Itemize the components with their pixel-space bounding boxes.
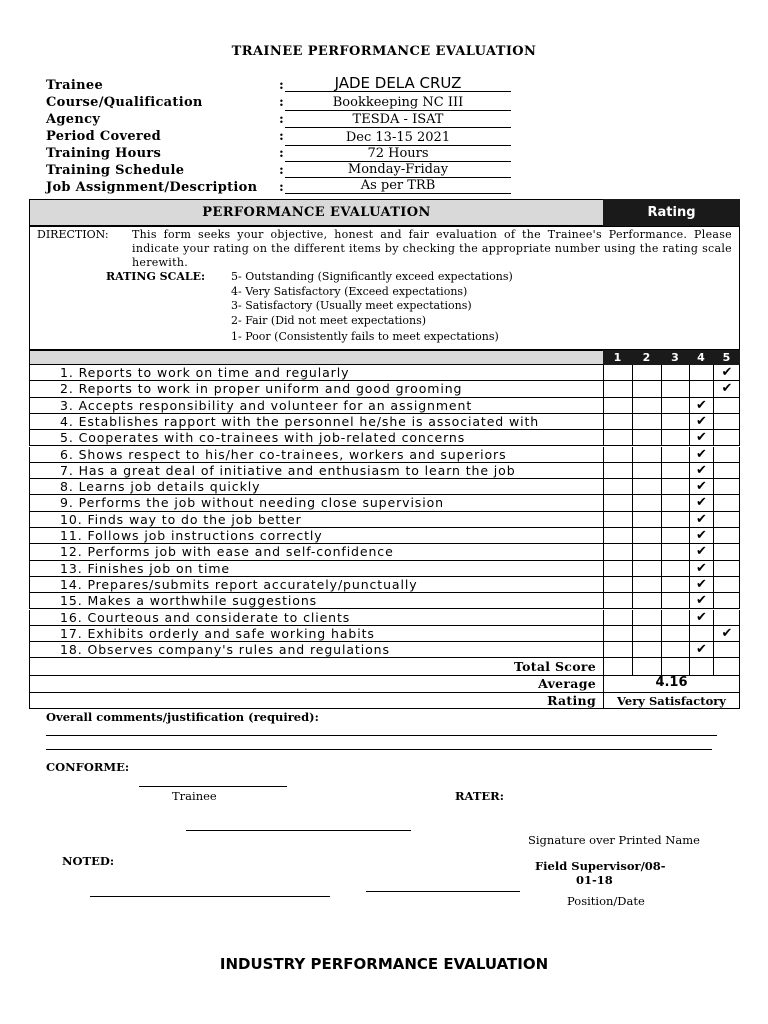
info-label-course: Course/Qualification [46,95,203,110]
info-colon: : [279,180,284,195]
evaluation-item-text: 2. Reports to work in proper uniform and good grooming [60,381,463,397]
evaluation-item-text: 4. Establishes rapport with the personnel he/she is associated with [60,413,540,429]
rating-cell-1[interactable] [603,398,632,413]
evaluation-item-text: 3. Accepts responsibility and volunteer for an assignment [60,397,473,413]
check-mark-icon: ✔ [696,413,707,429]
evaluation-item-row [29,528,740,544]
rating-cell-4[interactable] [689,626,713,641]
total-score-label: Total Score [514,659,596,674]
evaluation-item-row [29,544,740,560]
info-value-job: As per TRB [285,178,511,194]
rating-cell-3[interactable] [661,577,689,592]
position-line [366,891,520,892]
average-value: 4.16 [655,675,688,690]
evaluation-item-text: 9. Performs the job without needing close supervision [60,495,444,511]
rating-cell-5[interactable] [713,463,740,478]
rating-column-2: 2 [632,350,661,365]
evaluation-item-text: 10. Finds way to do the job better [60,511,302,527]
rating-cell-5[interactable] [713,626,740,641]
evaluation-item-text: 1. Reports to work on time and regularly [60,365,350,380]
check-mark-icon: ✔ [696,528,707,543]
rating-cell-4[interactable] [689,610,713,625]
evaluation-item-text: 17. Exhibits orderly and safe working habits [60,625,375,641]
rating-cell-2[interactable] [632,512,661,527]
check-mark-icon: ✔ [696,642,707,658]
rating-cell-1[interactable] [603,365,632,380]
rating-cell-5[interactable] [713,642,740,657]
rating-cell-3[interactable] [661,495,689,510]
rater-signature-line [186,830,411,831]
rating-cell-1[interactable] [603,495,632,510]
info-colon: : [279,146,284,161]
check-mark-icon: ✔ [721,625,733,641]
info-label-period: Period Covered [46,129,162,144]
direction-box [29,226,740,350]
rating-cell-5[interactable] [713,577,740,592]
rating-cell-4[interactable] [689,561,713,576]
rating-cell-5[interactable] [713,381,740,396]
rating-cell-4[interactable] [689,495,713,510]
signature-over-printed-name: Signature over Printed Name [528,833,700,847]
evaluation-item-row [29,414,740,430]
evaluation-item-row [29,610,740,626]
field-supervisor-date: 01-18 [576,873,613,887]
rating-cell-2[interactable] [632,479,661,494]
evaluation-item-text: 7. Has a great deal of initiative and enthusiasm to learn the job [60,462,516,478]
rating-cell-4[interactable] [689,577,713,592]
check-mark-icon: ✔ [696,560,707,576]
check-mark-icon: ✔ [696,479,707,495]
rating-cell-5[interactable] [713,561,740,576]
rating-cell-3[interactable] [661,593,689,608]
evaluation-item-row [29,593,740,609]
check-mark-icon: ✔ [696,495,707,511]
rating-column-5: 5 [713,350,740,365]
evaluation-item-row [29,365,740,381]
rating-column-1: 1 [603,350,632,365]
summary-divider [661,658,662,675]
rating-cell-3[interactable] [661,447,689,462]
rating-cell-5[interactable] [713,414,740,429]
rating-cell-1[interactable] [603,577,632,592]
rating-cell-5[interactable] [713,544,740,559]
info-colon: : [279,95,284,110]
rating-cell-3[interactable] [661,398,689,413]
rating-cell-4[interactable] [689,544,713,559]
rating-cell-3[interactable] [661,642,689,657]
check-mark-icon: ✔ [696,544,707,560]
rating-cell-4[interactable] [689,593,713,608]
rating-cell-5[interactable] [713,447,740,462]
rating-cell-5[interactable] [713,593,740,608]
rating-cell-1[interactable] [603,447,632,462]
rating-cell-5[interactable] [713,398,740,413]
rating-cell-2[interactable] [632,463,661,478]
check-mark-icon: ✔ [696,462,707,478]
evaluation-item-row [29,381,740,397]
info-value-schedule: Monday-Friday [285,162,511,178]
rating-cell-1[interactable] [603,561,632,576]
rating-cell-2[interactable] [632,414,661,429]
evaluation-item-row [29,577,740,593]
form-title: TRAINEE PERFORMANCE EVALUATION [231,44,537,59]
rating-cell-4[interactable] [689,642,713,657]
info-value-agency: TESDA - ISAT [285,112,511,128]
evaluation-item-text: 18. Observes company's rules and regulations [60,642,390,658]
rating-cell-4[interactable] [689,463,713,478]
rating-cell-2[interactable] [632,495,661,510]
info-value-period: Dec 13-15 2021 [285,130,511,146]
evaluation-item-text: 12. Performs job with ease and self-confidence [60,544,394,560]
comment-line [46,735,717,736]
info-value-hours: 72 Hours [285,146,511,162]
rating-cell-5[interactable] [713,528,740,543]
rating-header: Rating [603,199,740,226]
evaluation-item-row [29,561,740,577]
rating-cell-3[interactable] [661,463,689,478]
rating-cell-3[interactable] [661,626,689,641]
info-label-job: Job Assignment/Description [46,180,258,195]
rating-cell-2[interactable] [632,577,661,592]
check-mark-icon: ✔ [696,397,707,413]
rating-cell-2[interactable] [632,561,661,576]
summary-divider [603,658,604,675]
rating-cell-4[interactable] [689,381,713,396]
rating-cell-3[interactable] [661,544,689,559]
direction-text: This form seeks your objective, honest and fair evaluation of the Trainee's Performance. Please indicate your rating on the different items by checking the appropriate number using the rating scale herewith. [132,228,732,269]
evaluation-item-row [29,626,740,642]
rating-cell-2[interactable] [632,447,661,462]
field-supervisor-label: Field Supervisor/08- [535,859,666,873]
position-date-label: Position/Date [567,894,645,908]
rater-label: RATER: [455,789,504,803]
conforme-label: CONFORME: [46,760,130,774]
summary-divider [632,658,633,675]
check-mark-icon: ✔ [696,593,707,609]
evaluation-item-row [29,479,740,495]
rating-cell-1[interactable] [603,430,632,445]
rating-scale-item: 5- Outstanding (Significantly exceed expectations) [231,270,513,283]
check-mark-icon: ✔ [696,446,707,462]
rating-scale-item: 3- Satisfactory (Usually meet expectations) [231,299,472,312]
rating-cell-5[interactable] [713,610,740,625]
summary-divider [689,658,690,675]
info-value-course: Bookkeeping NC III [285,95,511,111]
rating-cell-1[interactable] [603,381,632,396]
evaluation-item-text: 16. Courteous and considerate to clients [60,609,351,625]
rating-column-4: 4 [689,350,713,365]
rating-scale-label: RATING SCALE: [106,270,206,283]
rating-cell-3[interactable] [661,430,689,445]
evaluation-item-row [29,642,740,658]
rating-cell-1[interactable] [603,544,632,559]
rating-cell-5[interactable] [713,430,740,445]
info-colon: : [279,78,284,93]
info-colon: : [279,163,284,178]
evaluation-item-text: 14. Prepares/submits report accurately/punctually [60,576,418,592]
check-mark-icon: ✔ [721,365,733,380]
info-value-trainee: JADE DELA CRUZ [285,76,511,92]
summary-divider [29,692,740,693]
rating-cell-1[interactable] [603,414,632,429]
evaluation-item-text: 5. Cooperates with co-trainees with job-related concerns [60,430,466,446]
evaluation-item-row [29,495,740,511]
direction-label: DIRECTION: [37,228,109,241]
info-label-trainee: Trainee [46,78,104,93]
performance-evaluation-header: PERFORMANCE EVALUATION [29,199,604,226]
rating-cell-5[interactable] [713,512,740,527]
evaluation-item-row [29,463,740,479]
check-mark-icon: ✔ [696,430,707,446]
rating-cell-1[interactable] [603,593,632,608]
evaluation-item-row [29,430,740,446]
rating-cell-2[interactable] [632,642,661,657]
rating-cell-1[interactable] [603,626,632,641]
rating-cell-3[interactable] [661,610,689,625]
rating-cell-2[interactable] [632,381,661,396]
rating-cell-5[interactable] [713,495,740,510]
rating-cell-4[interactable] [689,430,713,445]
average-label: Average [538,676,596,691]
rating-cell-3[interactable] [661,381,689,396]
rating-cell-3[interactable] [661,365,689,380]
evaluation-item-text: 15. Makes a worthwhile suggestions [60,593,318,609]
rating-cell-1[interactable] [603,610,632,625]
summary-divider [713,658,714,675]
evaluation-item-row [29,447,740,463]
evaluation-item-text: 11. Follows job instructions correctly [60,528,323,543]
rating-cell-4[interactable] [689,365,713,380]
rating-cell-4[interactable] [689,414,713,429]
check-mark-icon: ✔ [696,511,707,527]
rating-cell-2[interactable] [632,365,661,380]
rating-cell-5[interactable] [713,479,740,494]
rating-scale-item: 4- Very Satisfactory (Exceed expectations) [231,285,468,298]
rating-cell-4[interactable] [689,398,713,413]
evaluation-item-text: 6. Shows respect to his/her co-trainees, workers and superiors [60,446,507,462]
info-colon: : [279,112,284,127]
rating-cell-1[interactable] [603,512,632,527]
info-colon: : [279,129,284,144]
noted-signature-line [90,896,330,897]
rating-value: Very Satisfactory [617,694,726,708]
rating-scale-item: 1- Poor (Consistently fails to meet expectations) [231,330,499,343]
check-mark-icon: ✔ [696,609,707,625]
items-header-row [29,350,604,365]
rating-cell-3[interactable] [661,561,689,576]
evaluation-item-row [29,512,740,528]
trainee-label: Trainee [172,789,217,803]
rating-cell-2[interactable] [632,626,661,641]
evaluation-item-row [29,398,740,414]
rating-cell-4[interactable] [689,447,713,462]
evaluation-item-text: 8. Learns job details quickly [60,479,261,495]
rating-cell-3[interactable] [661,528,689,543]
rating-cell-2[interactable] [632,398,661,413]
rating-cell-2[interactable] [632,610,661,625]
check-mark-icon: ✔ [721,381,733,397]
rating-cell-2[interactable] [632,593,661,608]
rating-cell-5[interactable] [713,365,740,380]
rating-column-3: 3 [661,350,689,365]
rating-cell-4[interactable] [689,512,713,527]
noted-label: NOTED: [62,854,115,868]
comments-label: Overall comments/justification (required): [46,710,319,724]
footer-title: INDUSTRY PERFORMANCE EVALUATION [219,955,549,973]
rating-cell-1[interactable] [603,463,632,478]
rating-cell-3[interactable] [661,479,689,494]
rating-cell-4[interactable] [689,528,713,543]
rating-scale-item: 2- Fair (Did not meet expectations) [231,314,427,327]
evaluation-item-text: 13. Finishes job on time [60,560,231,576]
rating-cell-3[interactable] [661,512,689,527]
rating-cell-2[interactable] [632,430,661,445]
rating-cell-1[interactable] [603,642,632,657]
trainee-signature-line [139,786,287,787]
rating-cell-1[interactable] [603,528,632,543]
rating-cell-2[interactable] [632,528,661,543]
rating-label: Rating [547,693,596,708]
info-label-schedule: Training Schedule [46,163,185,178]
info-label-agency: Agency [46,112,101,127]
rating-cell-3[interactable] [661,414,689,429]
info-label-hours: Training Hours [46,146,162,161]
rating-cell-4[interactable] [689,479,713,494]
comment-line [46,749,712,750]
check-mark-icon: ✔ [696,576,707,592]
rating-cell-1[interactable] [603,479,632,494]
rating-cell-2[interactable] [632,544,661,559]
